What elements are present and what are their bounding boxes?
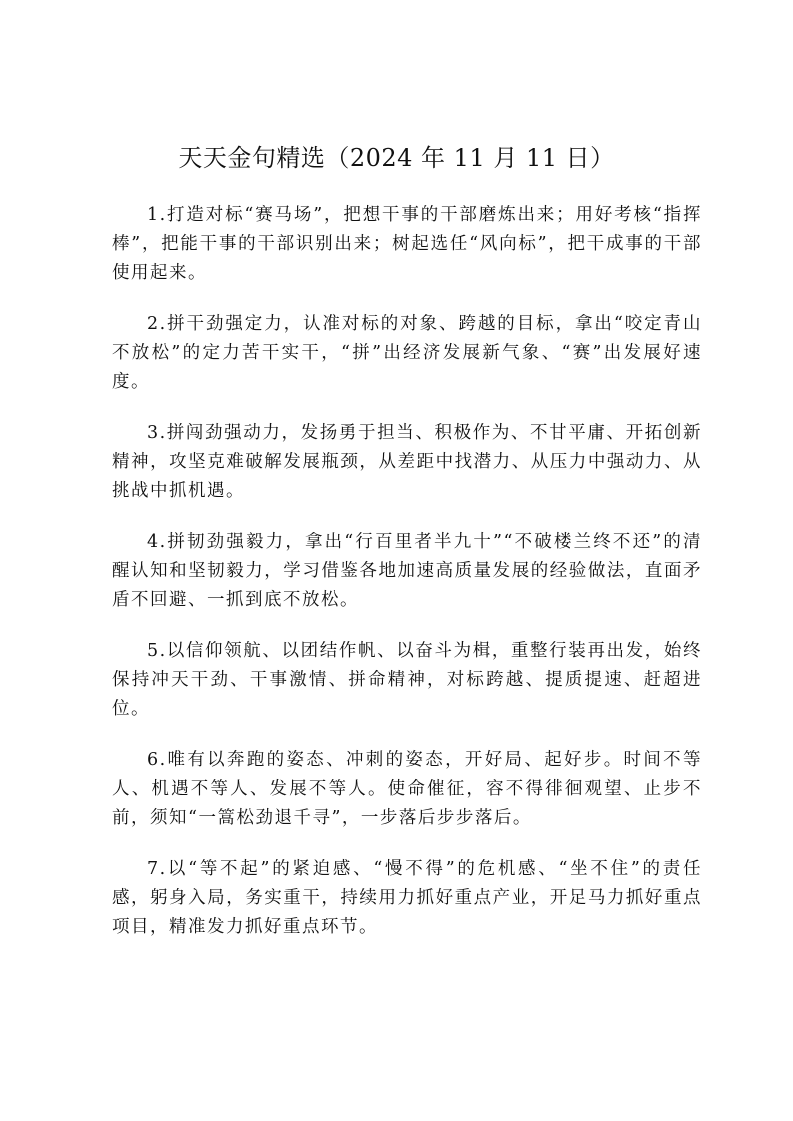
- document-body: [112, 201, 702, 964]
- quote-paragraph-1: 1.打造对标“赛马场”，把想干事的干部磨炼出来；用好考核“指挥棒”，把能干事的干部识别出来；树起选任“风向标”，把干成事的干部使用起来。: [112, 205, 702, 283]
- document-title: 天天金句精选（2024 年 11 月 11 日）: [178, 144, 615, 172]
- quote-paragraph-7: 7.以“等不起”的紧迫感、“慢不得”的危机感、“坐不住”的责任感，躬身入局，务实重干，持续用力抓好重点产业，开足马力抓好重点项目，精准发力抓好重点环节。: [112, 859, 702, 937]
- quote-paragraph-4: 4.拼韧劲强毅力，拿出“行百里者半九十”“不破楼兰终不还”的清醒认知和坚韧毅力，学习借鉴各地加速高质量发展的经验做法，直面矛盾不回避、一抓到底不放松。: [112, 532, 702, 610]
- quote-paragraph-6: 6.唯有以奔跑的姿态、冲刺的姿态，开好局、起好步。时间不等人、机遇不等人、发展不等人。使命催征，容不得徘徊观望、止步不前，须知“一篙松劲退千寻”，一步落后步步落后。: [112, 750, 702, 828]
- quote-paragraph-2: 2.拼干劲强定力，认准对标的对象、跨越的目标，拿出“咬定青山不放松”的定力苦干实干，“拼”出经济发展新气象、“赛”出发展好速度。: [112, 314, 702, 392]
- quote-paragraph-5: 5.以信仰领航、以团结作帆、以奋斗为楫，重整行装再出发，始终保持冲天干劲、干事激情、拼命精神，对标跨越、提质提速、赶超进位。: [112, 641, 702, 719]
- quote-paragraph-3: 3.拼闯劲强动力，发扬勇于担当、积极作为、不甘平庸、开拓创新精神，攻坚克难破解发展瓶颈，从差距中找潜力、从压力中强动力、从挑战中抓机遇。: [112, 423, 702, 501]
